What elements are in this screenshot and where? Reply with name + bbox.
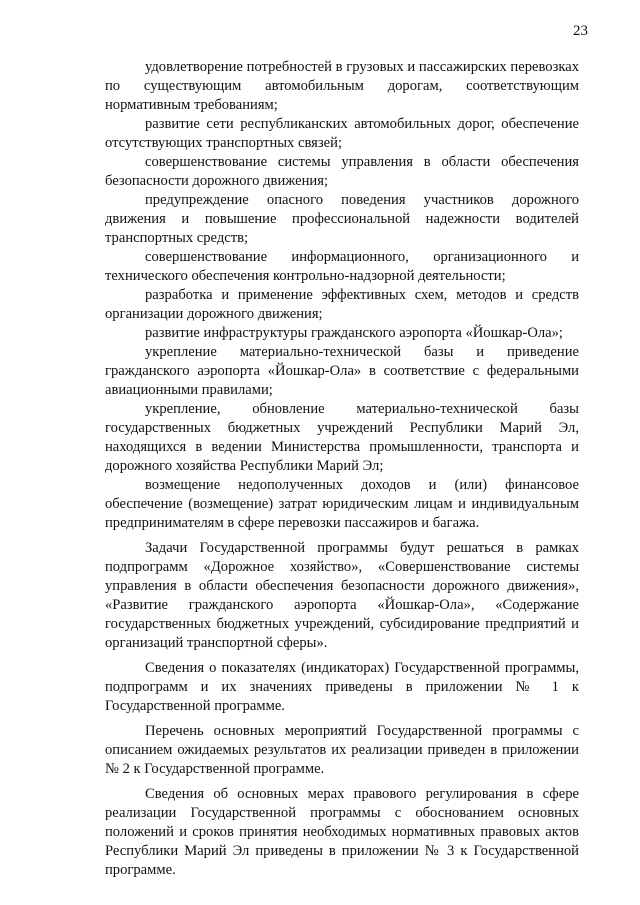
paragraph-8: укрепление материально-технической базы и приведение гражданского аэропорта «Йошкар-Ола» в соответствие с федеральными авиационными правилами; bbox=[105, 344, 579, 398]
paragraph-11: Задачи Государственной программы будут решаться в рамках подпрограмм «Дорожное хозяйство», «Совершенствование системы управления в области обеспечения безопасности дорожного движения», «Развитие гражданского аэропорта «Йошкар-Ола», «Содержание государственных бюджетных учреждений, субсидирование предприятий и организаций транспортной сферы». bbox=[105, 540, 579, 651]
paragraph-7: развитие инфраструктуры гражданского аэропорта «Йошкар-Ола»; bbox=[145, 325, 563, 341]
paragraph-12: Сведения о показателях (индикаторах) Государственной программы, подпрограмм и их значениях приведены в приложении № 1 к Государственной программе. bbox=[105, 660, 579, 714]
paragraph-2: развитие сети республиканских автомобильных дорог, обеспечение отсутствующих транспортных связей; bbox=[105, 116, 579, 151]
page-number: 23 bbox=[573, 23, 588, 39]
paragraph-6: разработка и применение эффективных схем, методов и средств организации дорожного движения; bbox=[105, 287, 579, 322]
paragraph-14: Сведения об основных мерах правового регулирования в сфере реализации Государственной программы с обоснованием основных положений и сроков принятия необходимых нормативных правовых актов Республики Марий Эл приведены в приложении № 3 к Государственной программе. bbox=[105, 786, 579, 878]
paragraph-4: предупреждение опасного поведения участников дорожного движения и повышение профессиональной надежности водителей транспортных средств; bbox=[105, 192, 579, 246]
paragraph-1: удовлетворение потребностей в грузовых и пассажирских перевозках по существующим автомобильным дорогам, соответствующим нормативным требованиям; bbox=[105, 59, 579, 113]
paragraph-3: совершенствование системы управления в области обеспечения безопасности дорожного движения; bbox=[105, 154, 579, 189]
document-body bbox=[105, 58, 579, 880]
paragraph-10: возмещение недополученных доходов и (или) финансовое обеспечение (возмещение) затрат юридическим лицам и индивидуальным предпринимателям в сфере перевозки пассажиров и багажа. bbox=[105, 477, 579, 531]
paragraph-9: укрепление, обновление материально-технической базы государственных бюджетных учреждений Республики Марий Эл, находящихся в ведении Министерства промышленности, транспорта и дорожного хозяйства Республики Марий Эл; bbox=[105, 401, 579, 474]
paragraph-5: совершенствование информационного, организационного и технического обеспечения контрольно-надзорной деятельности; bbox=[105, 249, 579, 284]
paragraph-13: Перечень основных мероприятий Государственной программы с описанием ожидаемых результатов их реализации приведен в приложении № 2 к Государственной программе. bbox=[105, 723, 579, 777]
